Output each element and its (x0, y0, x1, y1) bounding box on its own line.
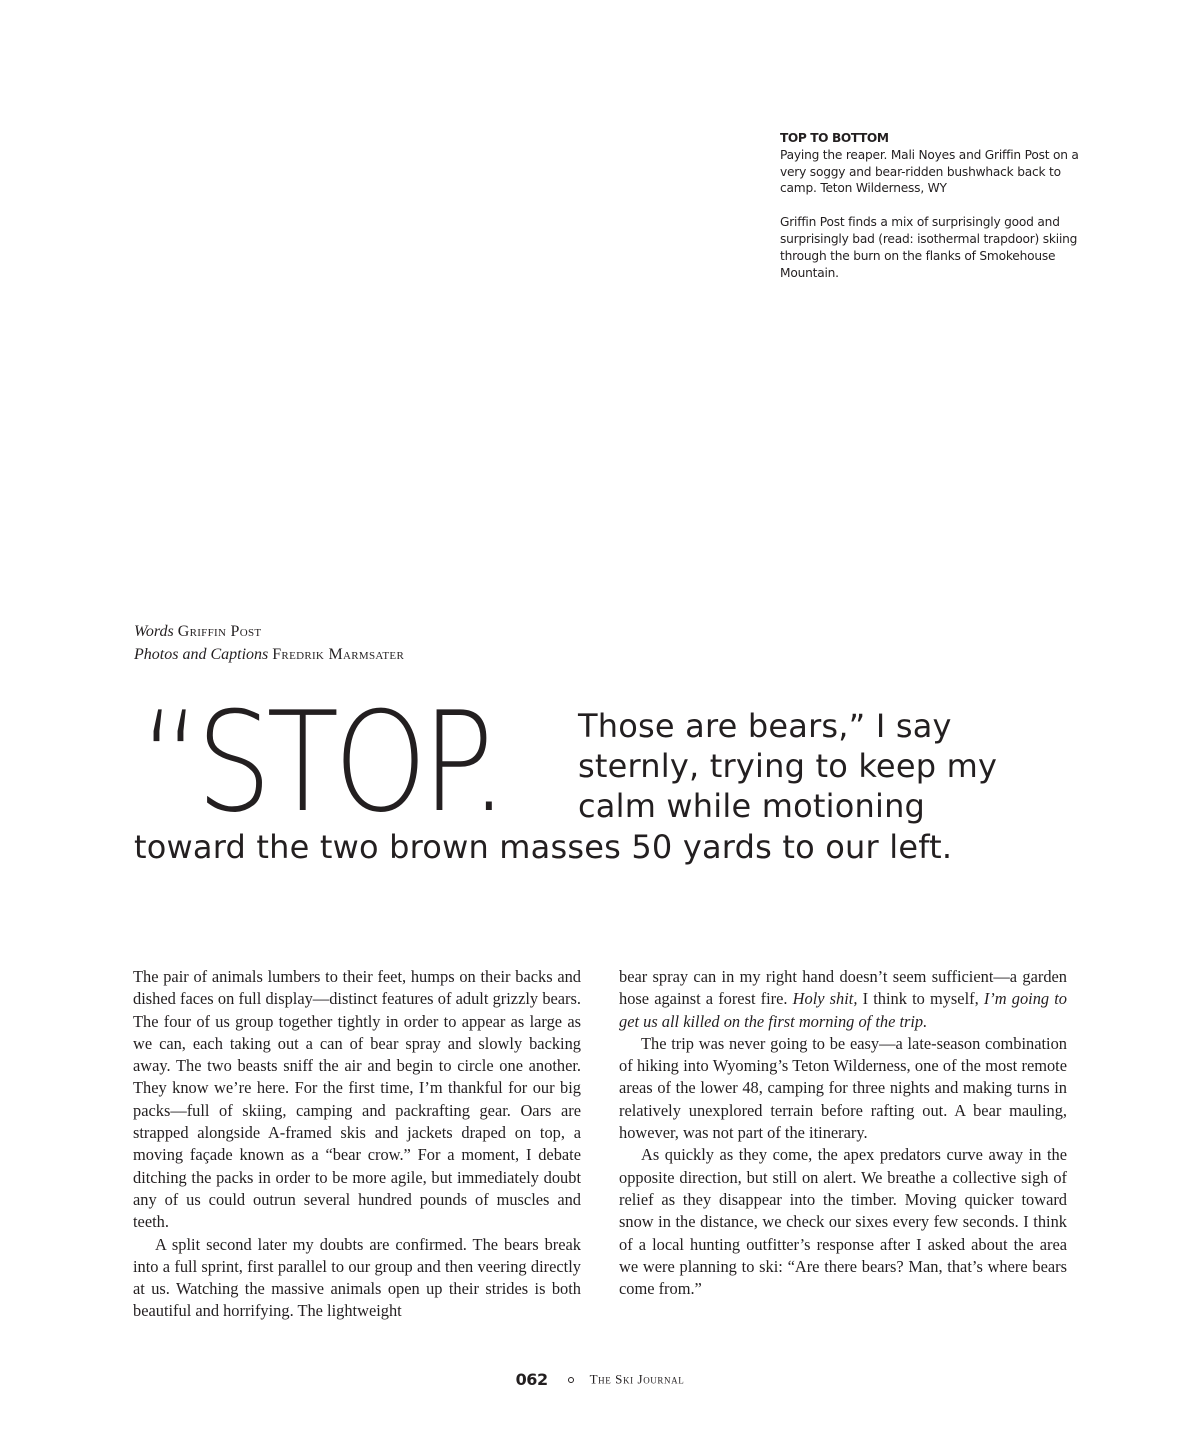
body-paragraph (619, 966, 1067, 1033)
headline-line-3: calm while motioning (578, 787, 926, 825)
separator-dot-icon (568, 1377, 574, 1383)
credits (134, 620, 404, 666)
body-italic-text: I’m going to get us all killed on the first morning of the trip. (619, 989, 1067, 1031)
credit-photos-role: Photos and Captions (134, 646, 269, 663)
body-paragraph: The trip was never going to be easy—a late-season combination of hiking into Wyoming’s Teton Wilderness, one of the most remote areas of the lower 48, camping for three nights and making turns in relatively unexplored terrain before rafting out. A bear mauling, however, was not part of the itinerary. (619, 1033, 1067, 1143)
body-column-left (133, 966, 581, 1323)
body-paragraph: As quickly as they come, the apex predators curve away in the opposite direction, but still on alert. We breathe a collective sigh of relief as they disappear into the timber. Moving quicker toward snow in the distance, we check our sixes every few seconds. I think of a local hunting outfitter’s response after I asked about the area we were planning to ski: “Are there bears? Man, that’s where bears come from.” (619, 1145, 1067, 1299)
caption-text-1: Paying the reaper. Mali Noyes and Griffin Post on a very soggy and bear-ridden bushwhack back to camp. Teton Wilderness, WY (780, 147, 1079, 196)
credit-words (134, 620, 404, 643)
credit-words-name: Griffin Post (177, 623, 262, 640)
photo-caption (780, 130, 1080, 281)
headline-line-4: toward the two brown masses 50 yards to our left. (134, 828, 953, 866)
caption-text-2: Griffin Post finds a mix of surprisingly good and surprisingly bad (read: isothermal trapdoor) skiing through the burn on the flanks of Smokehouse Mountain. (780, 215, 1078, 280)
page-footer (0, 1370, 1200, 1389)
body-italic-text: Holy shit, (792, 989, 858, 1009)
credit-photos-name: Fredrik Marmsater (272, 646, 405, 663)
headline-lede (578, 706, 1038, 826)
body-paragraph: The pair of animals lumbers to their feet, humps on their backs and dished faces on full display—distinct features of adult grizzly bears. The four of us group together tightly in order to appear as large as we can, each taking out a can of bear spray and slowly backing away. The two beasts sniff the air and begin to circle one another. They know we’re here. For the first time, I’m thankful for our big packs—full of skiing, camping and packrafting gear. Oars are strapped alongside A-framed skis and jackets draped on top, a moving façade known as a “bear crow.” For a moment, I debate ditching the packs in order to be more agile, but immediately doubt any of us could outrun several hundred pounds of muscles and teeth. (133, 967, 581, 1232)
publication-name: The Ski Journal (589, 1371, 685, 1387)
body-column-right (619, 966, 1067, 1300)
page-number: 062 (515, 1370, 548, 1389)
body-text: I think to myself, (857, 989, 984, 1009)
credit-photos (134, 643, 404, 666)
headline-dropword: “STOP. (140, 682, 503, 843)
credit-words-role: Words (134, 623, 174, 640)
body-text: bear spray can in my right hand doesn’t seem sufficient—a garden hose against a forest fire. (619, 967, 1067, 1009)
caption-heading: TOP TO BOTTOM (780, 131, 889, 145)
body-paragraph: A split second later my doubts are confirmed. The bears break into a full sprint, first parallel to our group and then veering directly at us. Watching the massive animals open up their strides is both beautiful and horrifying. The lightweight (133, 1234, 581, 1321)
headline-line-1: Those are bears,” I say (578, 707, 952, 745)
headline-line-2: sternly, trying to keep my (578, 747, 998, 785)
